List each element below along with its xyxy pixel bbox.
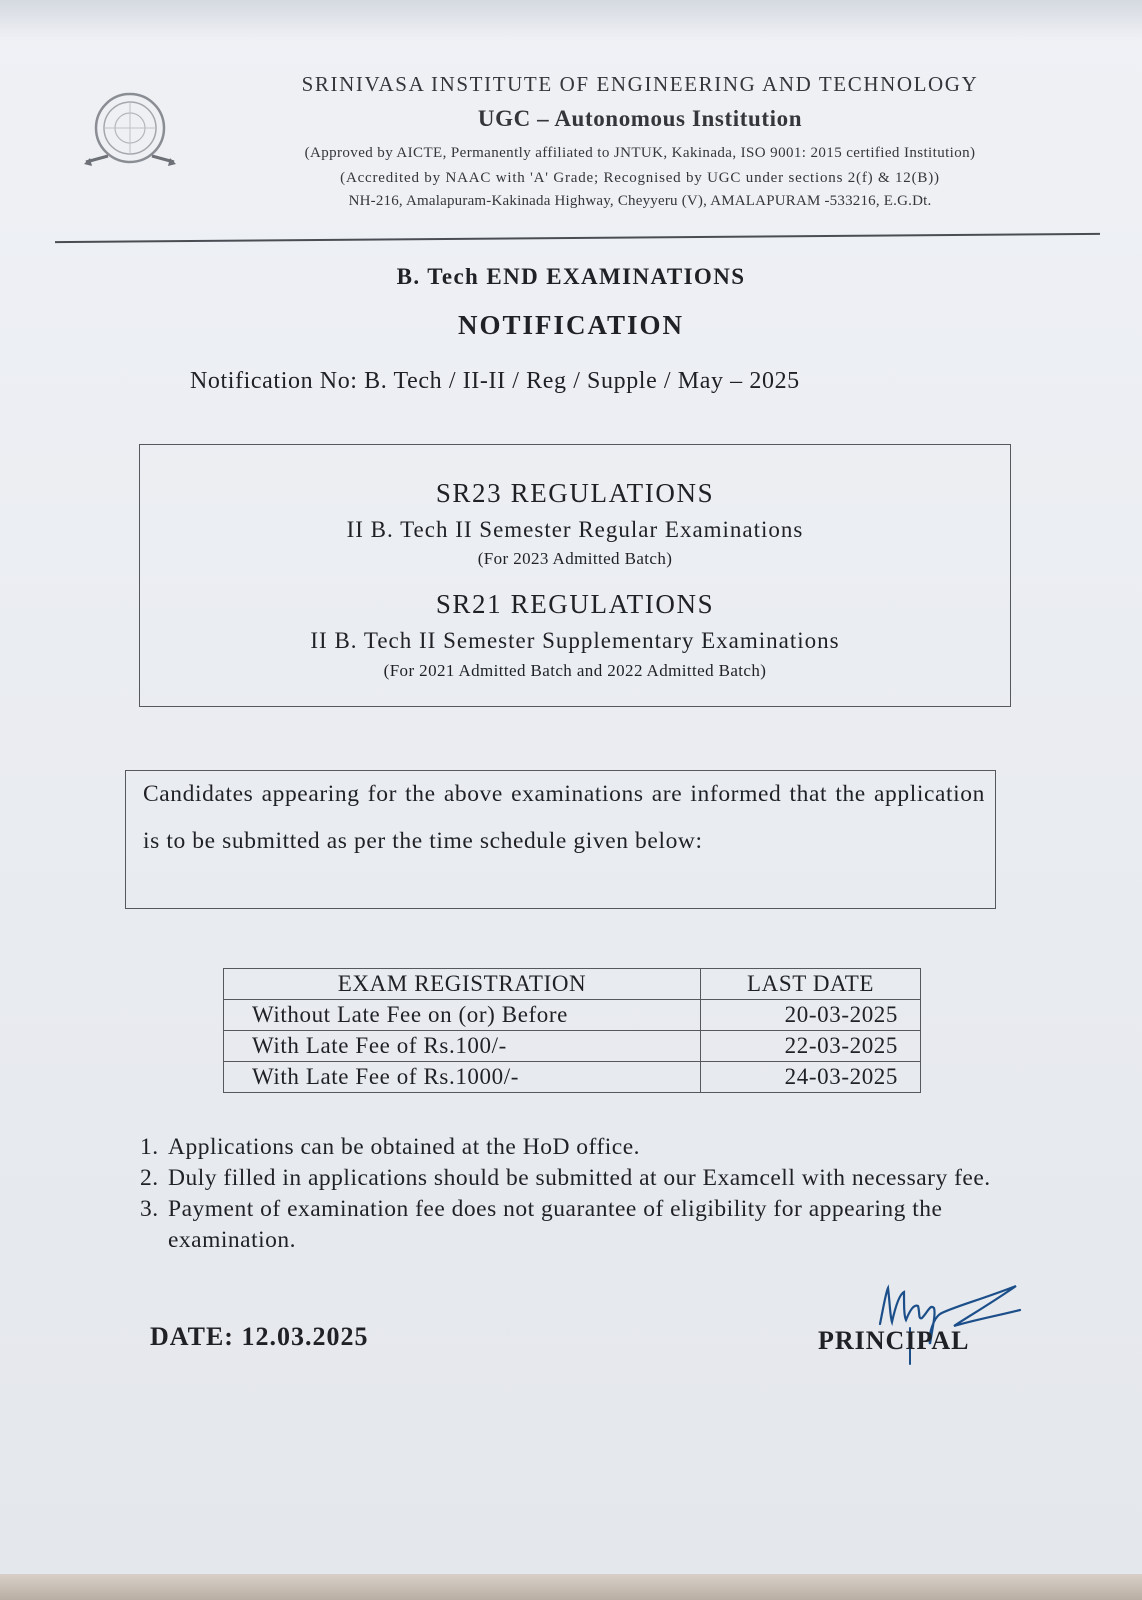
header-divider [55, 233, 1100, 243]
institute-logo-icon [80, 88, 180, 172]
registration-cell: With Late Fee of Rs.100/- [224, 1031, 701, 1062]
note-text: Applications can be obtained at the HoD office. [168, 1134, 641, 1160]
regulations-box [139, 444, 1011, 707]
note-number: 3. [140, 1196, 159, 1222]
accreditation-line: (Accredited by NAAC with 'A' Grade; Recognised by UGC under sections 2(f) & 12(B)) [340, 170, 940, 186]
table-row [224, 1031, 921, 1062]
notes-list [140, 1132, 1040, 1256]
date-cell: 20-03-2025 [701, 1000, 921, 1031]
regulation-batch: (For 2021 Admitted Batch and 2022 Admitted Batch) [383, 661, 767, 680]
date-cell: 24-03-2025 [701, 1062, 921, 1093]
note-text: Duly filled in applications should be submitted at our Examcell with necessary fee. [168, 1165, 991, 1191]
list-item [140, 1132, 1040, 1163]
page-shadow [0, 0, 1142, 40]
regulation-batch: (For 2023 Admitted Batch) [477, 549, 673, 568]
issue-date: DATE: 12.03.2025 [150, 1322, 369, 1351]
column-header: EXAM REGISTRATION [224, 969, 701, 1000]
registration-cell: Without Late Fee on (or) Before [224, 1000, 701, 1031]
list-item [140, 1194, 1040, 1256]
page-bottom-edge [0, 1574, 1142, 1600]
institute-name: SRINIVASA INSTITUTE OF ENGINEERING AND TECHNOLOGY [301, 72, 979, 96]
table-row [224, 1000, 921, 1031]
regulation-name: SR21 REGULATIONS [435, 589, 715, 619]
column-header: LAST DATE [701, 969, 921, 1000]
regulation-exam: II B. Tech II Semester Supplementary Examinations [310, 628, 840, 653]
exam-title: B. Tech END EXAMINATIONS [396, 264, 746, 289]
note-number: 1. [140, 1134, 159, 1160]
table-header-row [224, 969, 921, 1000]
regulation-name: SR23 REGULATIONS [435, 478, 715, 508]
date-cell: 22-03-2025 [701, 1031, 921, 1062]
candidates-text: Candidates appearing for the above examinations are informed that the application is to be submitted as per the time schedule given below: [143, 781, 985, 854]
note-text: Payment of examination fee does not guarantee of eligibility for appearing the examination. [168, 1196, 943, 1253]
principal-signature-icon [870, 1264, 1040, 1374]
notification-heading: NOTIFICATION [457, 310, 685, 340]
signatory-title: PRINCIPAL [818, 1326, 970, 1355]
approval-line: (Approved by AICTE, Permanently affiliated to JNTUK, Kakinada, ISO 9001: 2015 certified Institution) [304, 145, 976, 161]
note-number: 2. [140, 1165, 159, 1191]
candidates-box [125, 770, 996, 909]
schedule-table [223, 968, 921, 1093]
table-row [224, 1062, 921, 1093]
list-item [140, 1163, 1040, 1194]
notification-number: Notification No: B. Tech / II-II / Reg / Supple / May – 2025 [190, 368, 800, 394]
regulation-exam: II B. Tech II Semester Regular Examinations [346, 517, 804, 542]
address-line: NH-216, Amalapuram-Kakinada Highway, Cheyyeru (V), AMALAPURAM -533216, E.G.Dt. [348, 193, 932, 209]
institute-status: UGC – Autonomous Institution [477, 106, 803, 131]
registration-cell: With Late Fee of Rs.1000/- [224, 1062, 701, 1093]
